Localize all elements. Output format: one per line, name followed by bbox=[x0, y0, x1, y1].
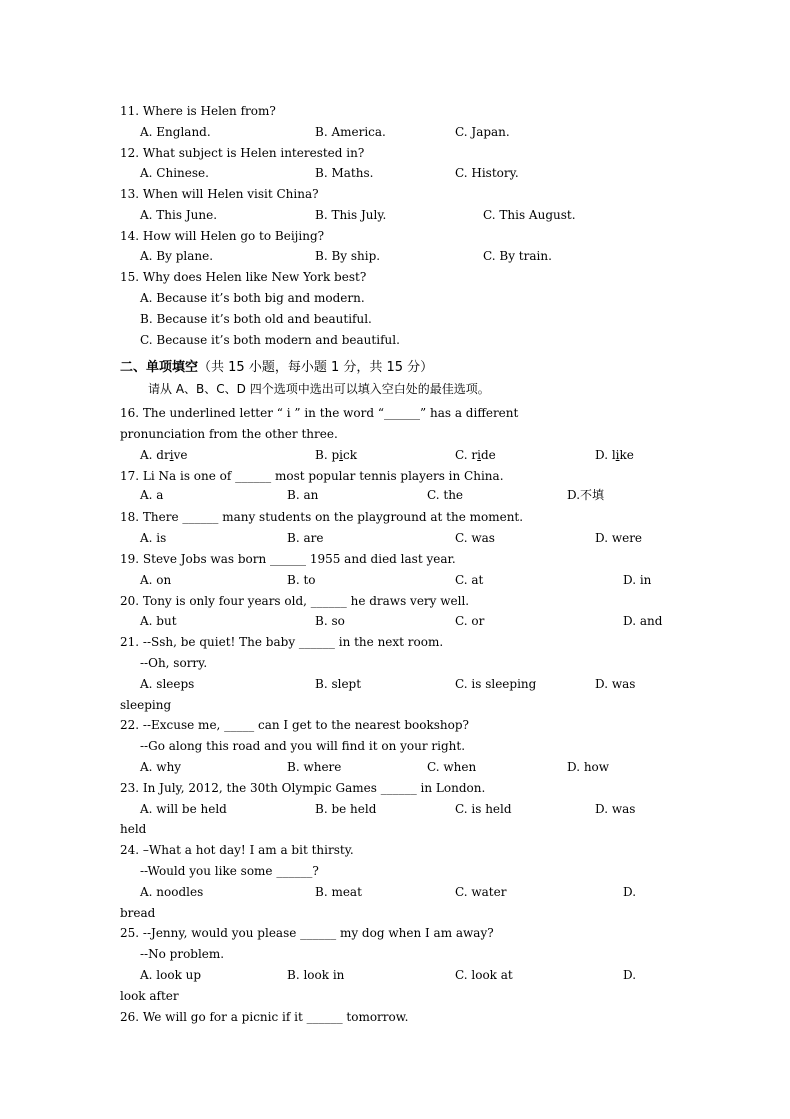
option-18-a: A. is bbox=[140, 531, 167, 545]
option-19-c: C. at bbox=[455, 573, 484, 587]
option-20-b: B. so bbox=[315, 614, 345, 628]
question-11: 11. Where is Helen from? bbox=[120, 104, 276, 118]
option-24-c: C. water bbox=[455, 885, 507, 899]
option-19-a: A. on bbox=[140, 573, 172, 587]
option-22-d: D. how bbox=[567, 760, 610, 774]
section-heading bbox=[120, 360, 433, 376]
option-15-c: C. Because it’s both modern and beautiful. bbox=[140, 333, 400, 347]
option-25-d: D. bbox=[623, 968, 637, 982]
option-24-d: D. bbox=[623, 885, 637, 899]
option-13-c: C. This August. bbox=[483, 208, 576, 222]
option-13-b: B. This July. bbox=[315, 208, 387, 222]
question-17: 17. Li Na is one of ______ most popular tennis players in China. bbox=[120, 469, 504, 483]
option-21-d: D. was bbox=[595, 677, 636, 691]
option-25-a: A. look up bbox=[140, 968, 202, 982]
option-17-a: A. a bbox=[140, 488, 164, 502]
option-21-a: A. sleeps bbox=[140, 677, 195, 691]
question-16: 16. The underlined letter “ i ” in the word “______” has a different bbox=[120, 406, 519, 420]
option-23-c: C. is held bbox=[455, 802, 512, 816]
option-12-c: C. History. bbox=[455, 166, 519, 180]
option-17-b: B. an bbox=[287, 488, 319, 502]
option-24-b: B. meat bbox=[315, 885, 362, 899]
question-16-cont: pronunciation from the other three. bbox=[120, 427, 338, 441]
option-23-d-wrap: held bbox=[120, 822, 147, 836]
option-20-d: D. and bbox=[623, 614, 663, 628]
question-25: 25. --Jenny, would you please ______ my dog when I am away? bbox=[120, 926, 494, 940]
option-18-d: D. were bbox=[595, 531, 643, 545]
option-14-c: C. By train. bbox=[483, 249, 552, 263]
option-22-b: B. where bbox=[287, 760, 342, 774]
section-instruction: 请从 A、B、C、D 四个选项中选出可以填入空白处的最佳选项。 bbox=[148, 382, 490, 396]
option-23-a: A. will be held bbox=[140, 802, 227, 816]
option-22-a: A. why bbox=[140, 760, 182, 774]
question-19: 19. Steve Jobs was born ______ 1955 and died last year. bbox=[120, 552, 456, 566]
question-22-reply: --Go along this road and you will find it on your right. bbox=[140, 739, 466, 753]
section-title: 二、单项填空 bbox=[120, 360, 199, 375]
option-25-c: C. look at bbox=[455, 968, 513, 982]
option-16-c: C. ride bbox=[455, 448, 496, 462]
option-17-c: C. the bbox=[427, 488, 464, 502]
question-26: 26. We will go for a picnic if it ______ tomorrow. bbox=[120, 1010, 409, 1024]
option-12-a: A. Chinese. bbox=[140, 166, 209, 180]
option-16-b: B. pick bbox=[315, 448, 357, 462]
option-24-d-wrap: bread bbox=[120, 906, 156, 920]
question-18: 18. There ______ many students on the playground at the moment. bbox=[120, 510, 524, 524]
option-23-d: D. was bbox=[595, 802, 636, 816]
question-21-reply: --Oh, sorry. bbox=[140, 656, 208, 670]
option-21-b: B. slept bbox=[315, 677, 362, 691]
question-14: 14. How will Helen go to Beijing? bbox=[120, 229, 325, 243]
option-14-b: B. By ship. bbox=[315, 249, 381, 263]
option-18-c: C. was bbox=[455, 531, 495, 545]
option-25-b: B. look in bbox=[287, 968, 345, 982]
option-20-c: C. or bbox=[455, 614, 485, 628]
option-15-a: A. Because it’s both big and modern. bbox=[140, 291, 365, 305]
option-16-d: D. like bbox=[595, 448, 634, 462]
option-19-b: B. to bbox=[287, 573, 316, 587]
option-11-c: C. Japan. bbox=[455, 125, 510, 139]
option-21-d-wrap: sleeping bbox=[120, 698, 172, 712]
section-scoring: （共 15 小题，每小题 1 分，共 15 分） bbox=[198, 360, 434, 375]
option-13-a: A. This June. bbox=[140, 208, 218, 222]
question-15: 15. Why does Helen like New York best? bbox=[120, 270, 367, 284]
question-24: 24. –What a hot day! I am a bit thirsty. bbox=[120, 843, 354, 857]
option-15-b: B. Because it’s both old and beautiful. bbox=[140, 312, 372, 326]
option-19-d: D. in bbox=[623, 573, 652, 587]
question-22: 22. --Excuse me, _____ can I get to the nearest bookshop? bbox=[120, 718, 469, 732]
option-20-a: A. but bbox=[140, 614, 177, 628]
option-17-d: D.不填 bbox=[567, 488, 605, 502]
question-24-reply: --Would you like some ______? bbox=[140, 864, 319, 878]
option-16-a: A. drive bbox=[140, 448, 188, 462]
option-23-b: B. be held bbox=[315, 802, 377, 816]
option-12-b: B. Maths. bbox=[315, 166, 374, 180]
option-24-a: A. noodles bbox=[140, 885, 204, 899]
option-18-b: B. are bbox=[287, 531, 324, 545]
question-12: 12. What subject is Helen interested in? bbox=[120, 146, 365, 160]
option-11-b: B. America. bbox=[315, 125, 386, 139]
question-23: 23. In July, 2012, the 30th Olympic Games ______ in London. bbox=[120, 781, 486, 795]
option-22-c: C. when bbox=[427, 760, 477, 774]
option-14-a: A. By plane. bbox=[140, 249, 214, 263]
question-20: 20. Tony is only four years old, ______ he draws very well. bbox=[120, 594, 470, 608]
option-25-d-wrap: look after bbox=[120, 989, 179, 1003]
option-21-c: C. is sleeping bbox=[455, 677, 537, 691]
question-13: 13. When will Helen visit China? bbox=[120, 187, 319, 201]
question-21: 21. --Ssh, be quiet! The baby ______ in the next room. bbox=[120, 635, 444, 649]
question-25-reply: --No problem. bbox=[140, 947, 225, 961]
option-11-a: A. England. bbox=[140, 125, 211, 139]
